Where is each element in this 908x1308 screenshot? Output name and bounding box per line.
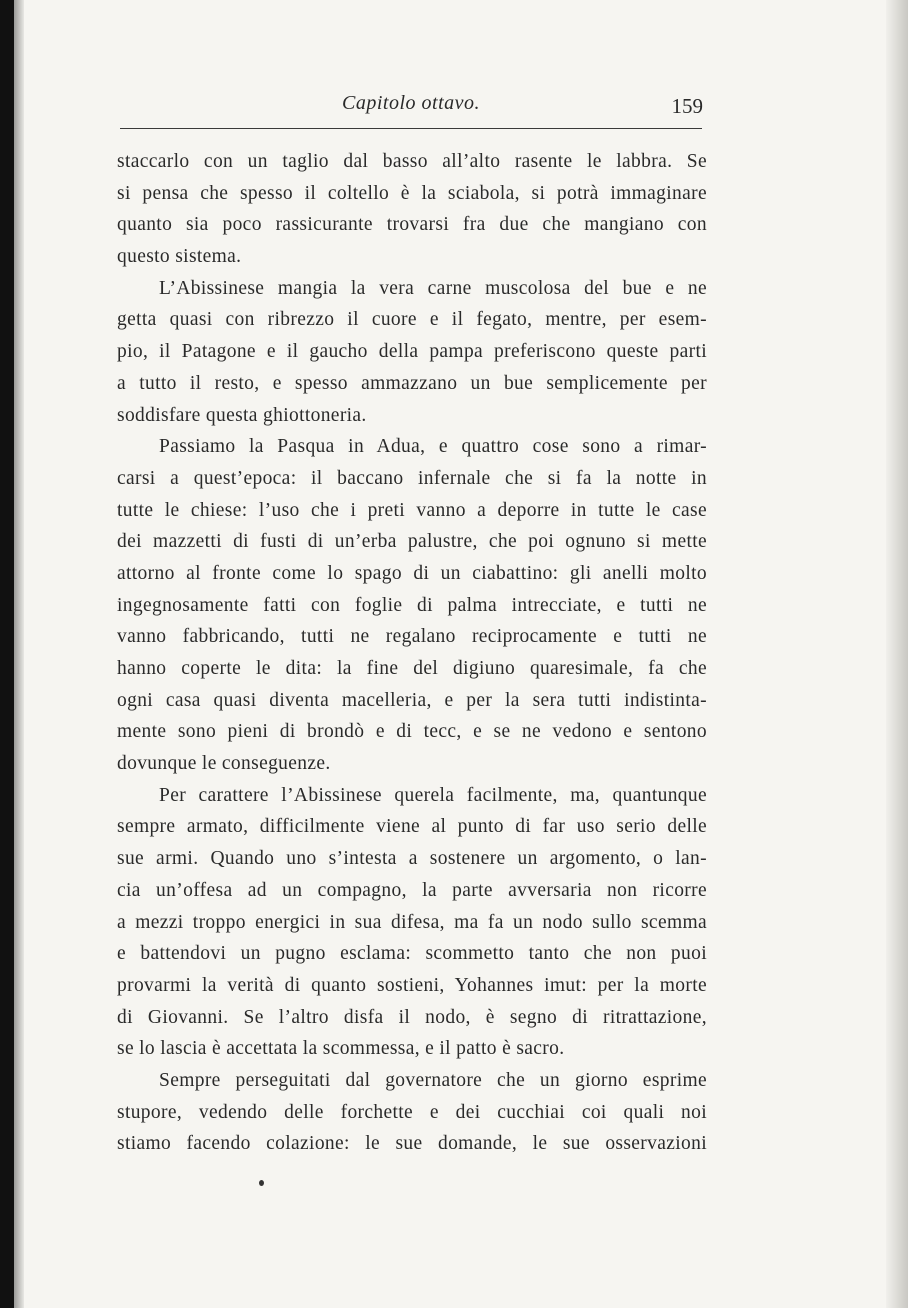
text-line: stupore, vedendo delle forchette e dei cucchiai coi quali noi: [117, 1101, 707, 1123]
text-line: soddisfare questa ghiottoneria.: [117, 404, 367, 426]
text-line: Sempre perseguitati dal governatore che un giorno esprime: [159, 1069, 707, 1091]
text-line: sempre armato, difficilmente viene al punto di far uso serio delle: [117, 816, 707, 838]
text-line: L’Abissinese mangia la vera carne muscolosa del bue e ne: [159, 277, 707, 299]
binding-edge: [0, 0, 14, 1308]
header-rule: [120, 128, 702, 129]
text-line: quanto sia poco rassicurante trovarsi fra due che mangiano con: [117, 214, 707, 236]
text-line: vanno fabbricando, tutti ne regalano reciprocamente e tutti ne: [117, 626, 707, 648]
page-header: [120, 88, 705, 128]
text-line: dovunque le conseguenze.: [117, 753, 331, 775]
text-line: questo sistema.: [117, 246, 242, 268]
body-text: [117, 146, 707, 1160]
text-line: Passiamo la Pasqua in Adua, e quattro cose sono a rimar-: [159, 436, 707, 458]
ink-dot: [259, 1180, 264, 1186]
text-line: a mezzi troppo energici in sua difesa, ma fa un nodo sullo scemma: [117, 911, 707, 933]
text-line: si pensa che spesso il coltello è la sciabola, si potrà immaginare: [117, 182, 707, 204]
text-line: provarmi la verità di quanto sostieni, Yohannes imut: per la morte: [117, 974, 707, 996]
text-line: pio, il Patagone e il gaucho della pampa preferiscono queste parti: [117, 341, 707, 363]
text-line: mente sono pieni di brondò e di tecc, e se ne vedono e sentono: [117, 721, 707, 743]
text-line: carsi a quest’epoca: il baccano infernale che si fa la notte in: [117, 467, 707, 489]
text-line: stiamo facendo colazione: le sue domande, le sue osservazioni: [117, 1133, 707, 1155]
text-line: staccarlo con un taglio dal basso all’alto rasente le labbra. Se: [117, 151, 707, 172]
text-line: attorno al fronte come lo spago di un ciabattino: gli anelli molto: [117, 562, 707, 584]
text-line: e battendovi un pugno esclama: scommetto tanto che non puoi: [117, 943, 707, 965]
text-line: getta quasi con ribrezzo il cuore e il fegato, mentre, per esem-: [117, 309, 707, 331]
text-line: tutte le chiese: l’uso che i preti vanno a deporre in tutte le case: [117, 499, 707, 521]
running-title: Capitolo ottavo.: [342, 92, 480, 114]
page-edge: [886, 0, 908, 1308]
gutter-shadow: [14, 0, 24, 1308]
text-line: hanno coperte le dita: la fine del digiuno quaresimale, fa che: [117, 658, 707, 679]
text-line: cia un’offesa ad un compagno, la parte avversaria non ricorre: [117, 879, 707, 901]
text-line: ingegnosamente fatti con foglie di palma intrecciate, e tutti ne: [117, 594, 707, 616]
text-line: ogni casa quasi diventa macelleria, e per la sera tutti indistinta-: [117, 689, 707, 711]
text-line: se lo lascia è accettata la scommessa, e il patto è sacro.: [117, 1038, 565, 1060]
text-line: dei mazzetti di fusti di un’erba palustre, che poi ognuno si mette: [117, 531, 707, 553]
text-line: Per carattere l’Abissinese querela facilmente, ma, quantunque: [159, 784, 707, 806]
page-number: 159: [671, 94, 703, 118]
text-line: a tutto il resto, e spesso ammazzano un bue semplicemente per: [117, 372, 707, 394]
text-line: di Giovanni. Se l’altro disfa il nodo, è segno di ritrattazione,: [117, 1006, 707, 1028]
text-line: sue armi. Quando uno s’intesta a sostenere un argomento, o lan-: [117, 848, 707, 870]
